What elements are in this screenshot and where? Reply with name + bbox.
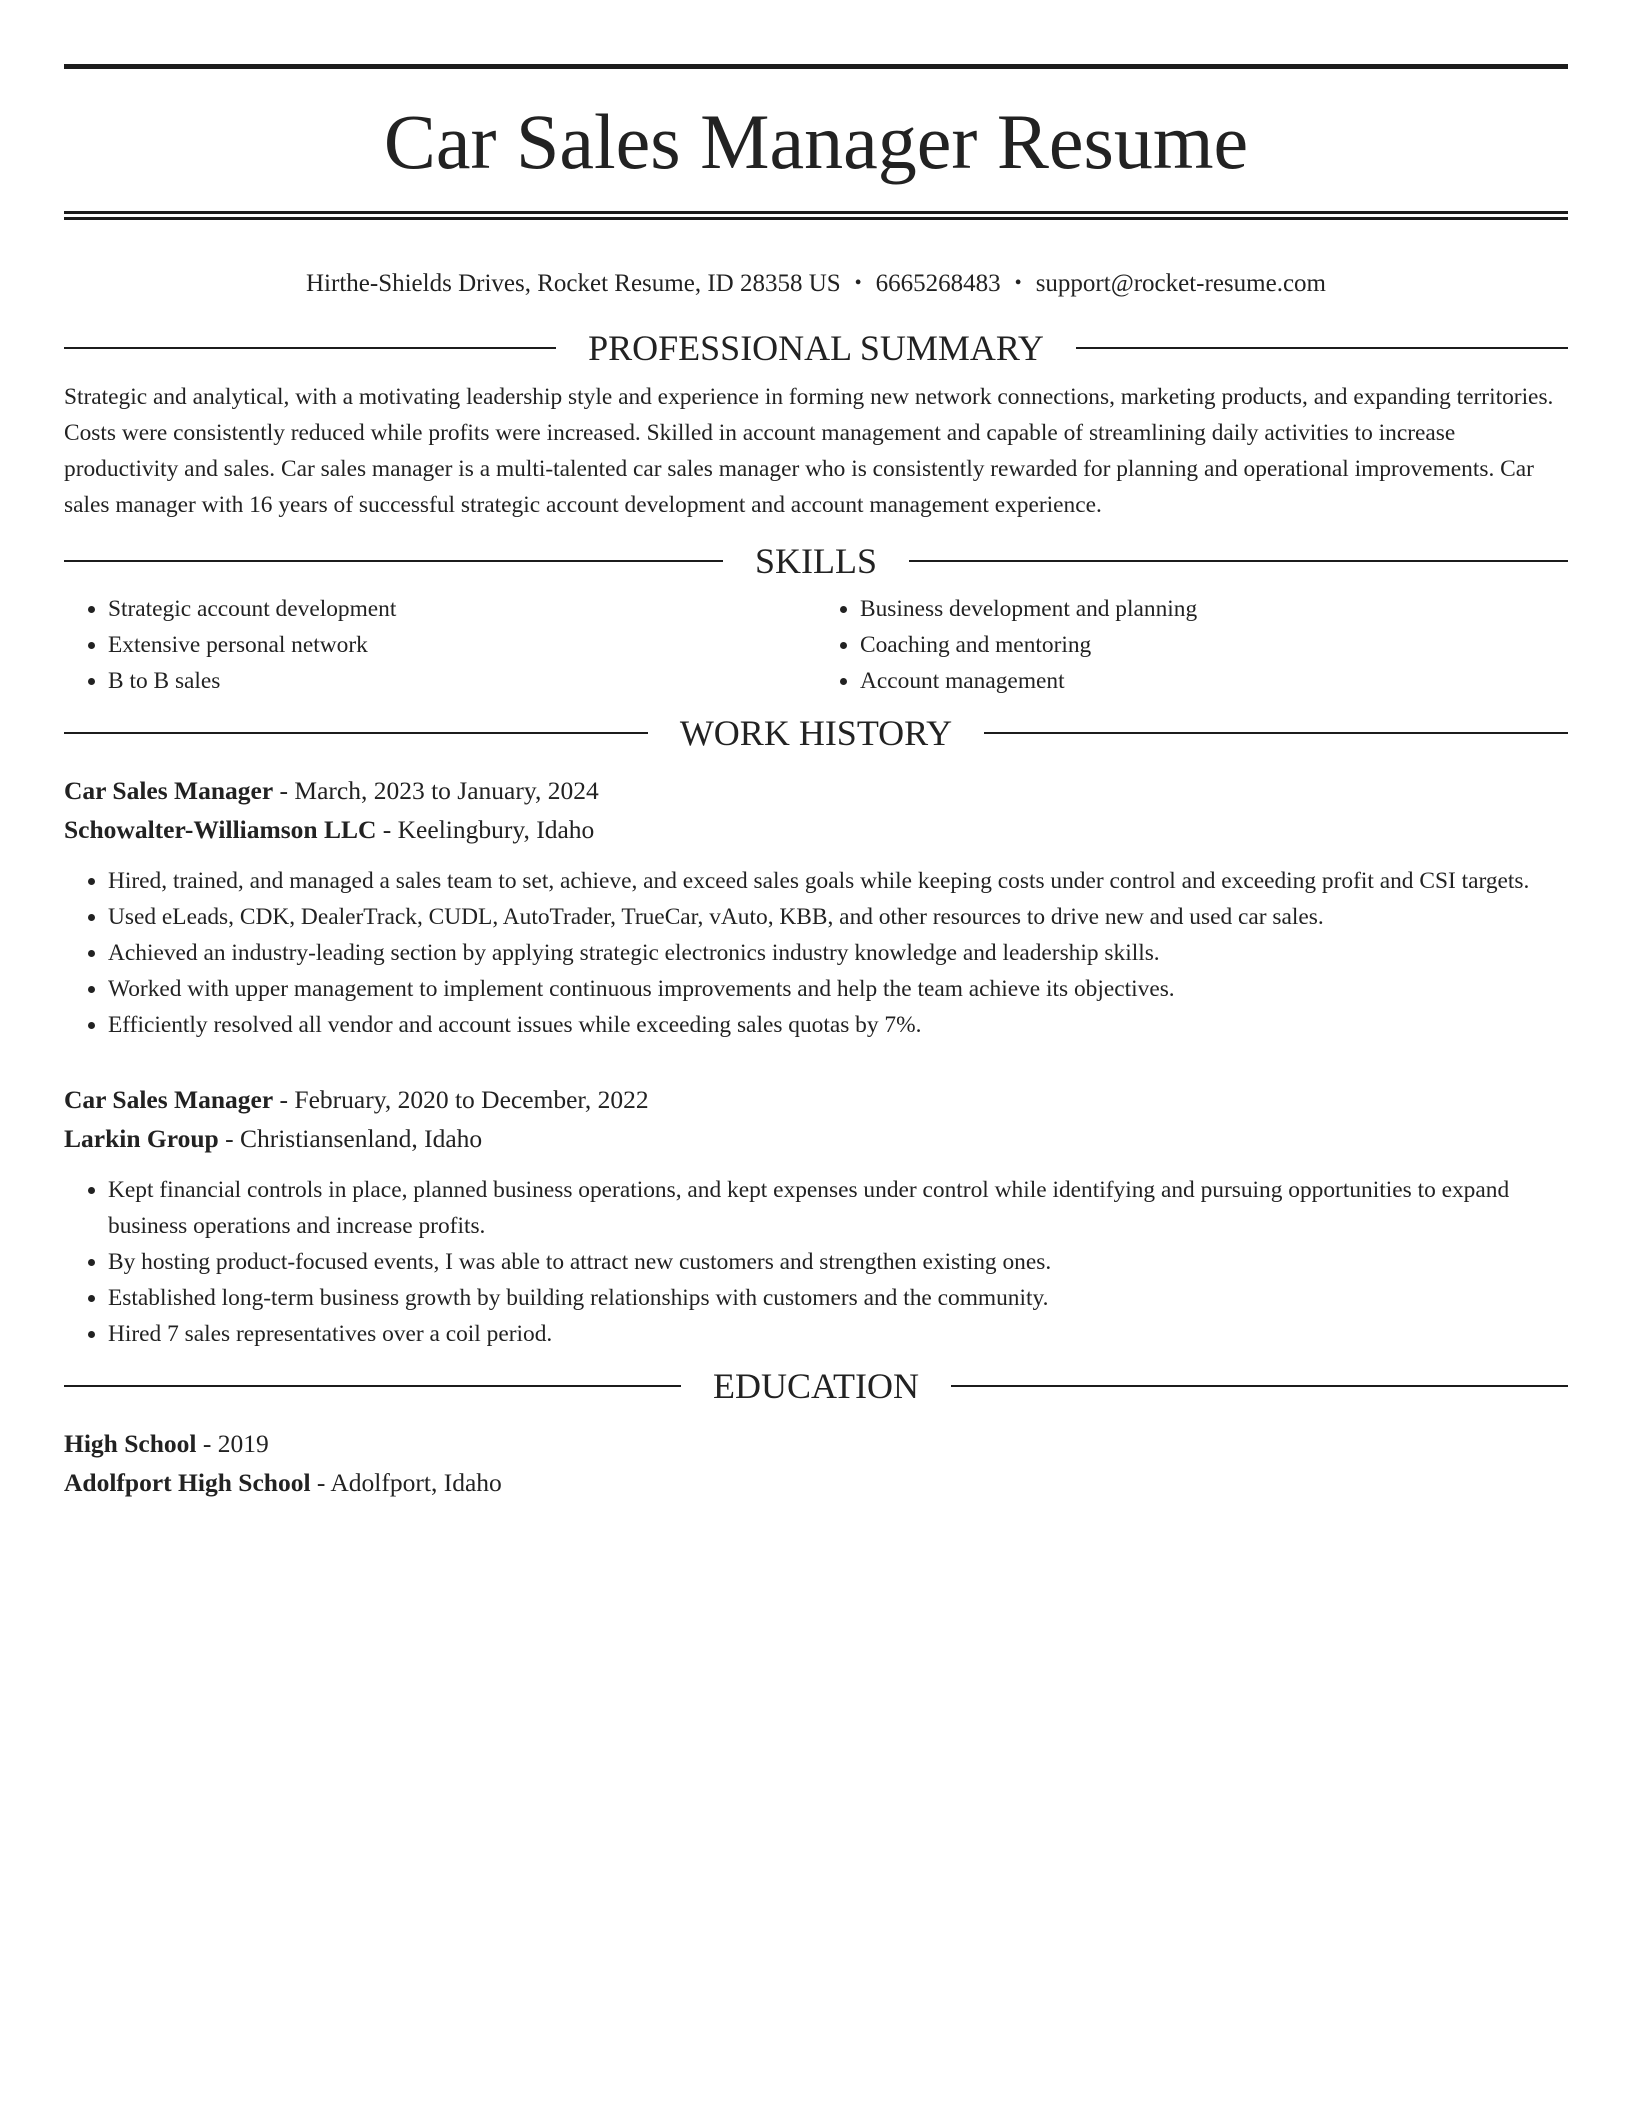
- heading-rule-right: [1076, 347, 1568, 349]
- job-bullet: • By hosting product-focused events, I was able to attract new customers and strengthen existing ones.: [108, 1244, 1568, 1280]
- skill-item: • Business development and planning: [860, 591, 1568, 627]
- job-bullet: • Hired, trained, and managed a sales team to set, achieve, and exceed sales goals while keeping costs under control and exceeding profit and CSI targets.: [108, 863, 1568, 899]
- title-block: [64, 64, 1568, 224]
- work-heading: [64, 713, 1568, 753]
- skills-grid: [64, 591, 1568, 699]
- job-title-line: [64, 771, 1568, 810]
- job-dates: March, 2023 to January, 2024: [294, 776, 599, 805]
- title-double-rule: [64, 211, 1568, 220]
- contact-separator: •: [1014, 272, 1022, 294]
- job-bullet: • Established long-term business growth by building relationships with customers and the community.: [108, 1280, 1568, 1316]
- job-bullet: • Worked with upper management to implement continuous improvements and help the team achieve its objectives.: [108, 971, 1568, 1007]
- education-year: 2019: [217, 1429, 269, 1458]
- skill-item: • Coaching and mentoring: [860, 627, 1568, 663]
- dash: -: [196, 1429, 218, 1458]
- job-dates: February, 2020 to December, 2022: [294, 1085, 649, 1114]
- dash: -: [273, 776, 295, 805]
- contact-line: [64, 271, 1568, 296]
- skills-list-left: [64, 591, 816, 699]
- page-title: Car Sales Manager Resume: [383, 98, 1249, 185]
- heading-rule-left: [64, 732, 648, 734]
- job-entry: [64, 1080, 1568, 1352]
- contact-separator: •: [854, 272, 862, 294]
- dash: -: [218, 1124, 240, 1153]
- resume-page: [64, 64, 1568, 1502]
- skill-item: • Strategic account development: [108, 591, 816, 627]
- summary-text: Strategic and analytical, with a motivating leadership style and experience in forming new network connections, marketing products, and expanding territories. Costs were consistently reduced while profits were increased. Skilled in account management and capable of streamlining daily activities to increase productivity and sales. Car sales manager is a multi-talented car sales manager who is consistently rewarded for planning and operational improvements. Car sales manager with 16 years of successful strategic account development and account management experience.: [64, 384, 1554, 518]
- job-location: Keelingbury, Idaho: [397, 815, 595, 844]
- heading-rule-right: [951, 1385, 1568, 1387]
- job-bullet: • Used eLeads, CDK, DealerTrack, CUDL, AutoTrader, TrueCar, vAuto, KBB, and other resources to drive new and used car sales.: [108, 899, 1568, 935]
- education-heading-label: EDUCATION: [713, 1366, 919, 1406]
- education-school: Adolfport High School: [64, 1468, 311, 1497]
- education-entry: [64, 1424, 1568, 1502]
- work-heading-label: WORK HISTORY: [679, 713, 953, 753]
- job-bullets: [64, 1172, 1568, 1352]
- summary-heading: [64, 328, 1568, 368]
- job-title: Car Sales Manager: [64, 1085, 274, 1114]
- summary-heading-label: PROFESSIONAL SUMMARY: [588, 328, 1044, 368]
- skill-item: • Account management: [860, 663, 1568, 699]
- job-bullet: • Achieved an industry-leading section by applying strategic electronics industry knowledge and leadership skills.: [108, 935, 1568, 971]
- job-entry: [64, 771, 1568, 1043]
- job-bullet: • Efficiently resolved all vendor and account issues while exceeding sales quotas by 7%.: [108, 1007, 1568, 1043]
- contact-phone: 6665268483: [875, 270, 1001, 297]
- contact-address: Hirthe-Shields Drives, Rocket Resume, ID 28358 US: [306, 270, 841, 297]
- job-company-line: [64, 1119, 1568, 1158]
- heading-rule-left: [64, 1385, 681, 1387]
- dash: -: [310, 1468, 331, 1497]
- education-location: Adolfport, Idaho: [330, 1468, 502, 1497]
- job-bullets: [64, 863, 1568, 1043]
- education-degree-line: [64, 1424, 1568, 1463]
- skills-list-right: [816, 591, 1568, 699]
- education-degree: High School: [64, 1429, 197, 1458]
- skill-item: • B to B sales: [108, 663, 816, 699]
- job-bullet: • Kept financial controls in place, planned business operations, and kept expenses under control while identifying and pursuing opportunities to expand business operations and increase profits.: [108, 1172, 1568, 1244]
- education-heading: [64, 1366, 1568, 1406]
- job-location: Christiansenland, Idaho: [239, 1124, 483, 1153]
- education-school-line: [64, 1463, 1568, 1502]
- skill-item: • Extensive personal network: [108, 627, 816, 663]
- heading-rule-left: [64, 560, 723, 562]
- dash: -: [273, 1085, 295, 1114]
- job-company-line: [64, 810, 1568, 849]
- heading-rule-left: [64, 347, 556, 349]
- job-company: Schowalter-Williamson LLC: [64, 815, 377, 844]
- skills-heading-label: SKILLS: [755, 541, 878, 581]
- heading-rule-right: [984, 732, 1568, 734]
- skills-heading: [64, 541, 1568, 581]
- dash: -: [376, 815, 398, 844]
- job-title: Car Sales Manager: [64, 776, 274, 805]
- job-bullet: • Hired 7 sales representatives over a coil period.: [108, 1316, 1568, 1352]
- job-company: Larkin Group: [64, 1124, 219, 1153]
- job-title-line: [64, 1080, 1568, 1119]
- contact-email: support@rocket-resume.com: [1035, 270, 1326, 297]
- heading-rule-right: [909, 560, 1568, 562]
